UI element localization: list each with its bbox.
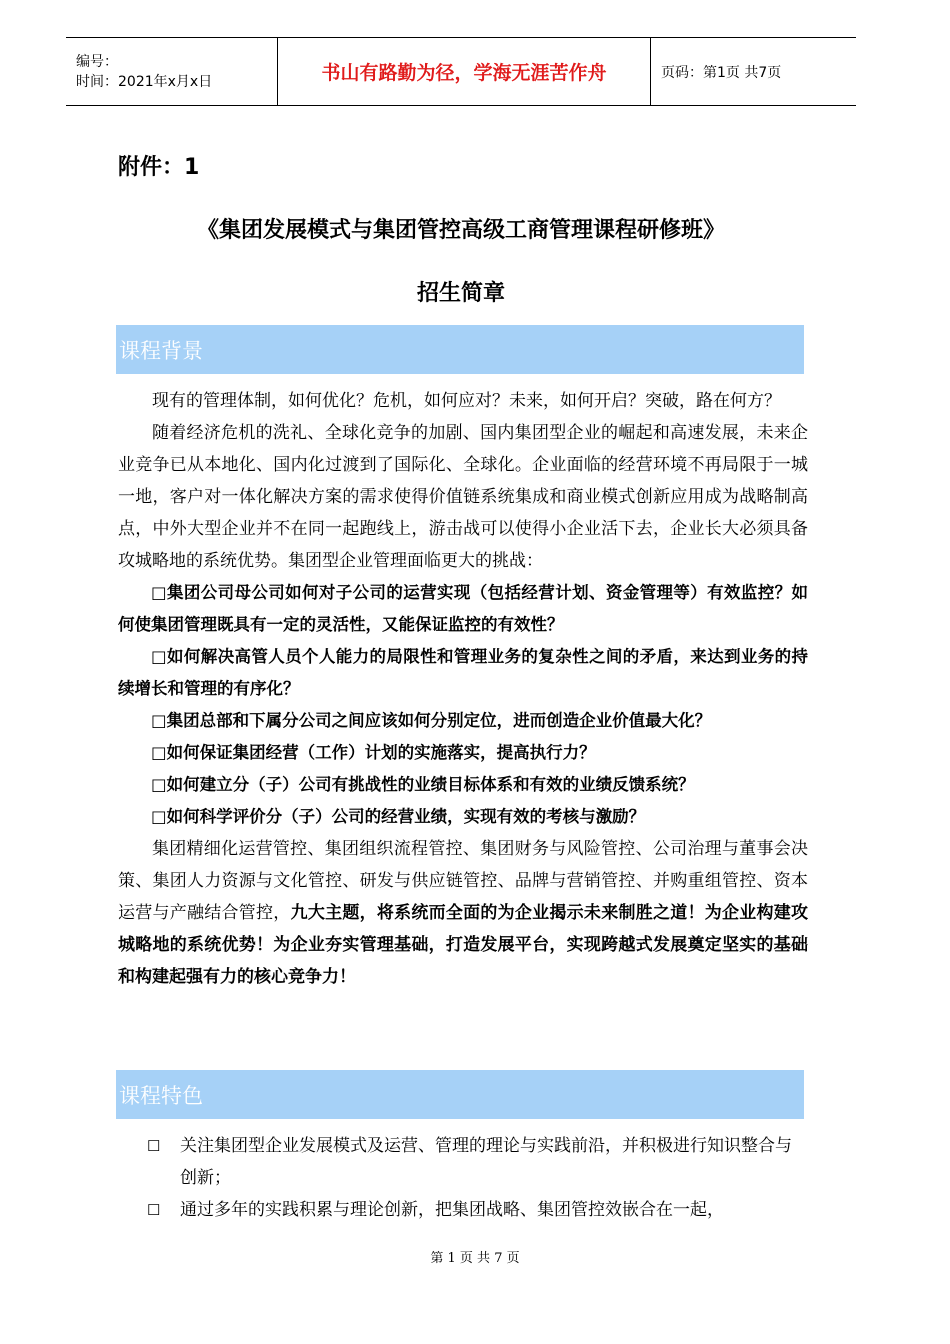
paragraph: 随着经济危机的洗礼、全球化竞争的加剧、国内集团型企业的崛起和高速发展，未来企业竞争已从本地化、国内化过渡到了国际化、全球化。企业面临的经营环境不再局限于一城一地，客户对一体化解决方案的需求使得价值链系统集成和商业模式创新应用成为战略制高点，中外大型企业并不在同一起跑线上，游击战可以使得小企业活下去，企业长大必须具备攻城略地的系统优势。集团型企业管理面临更大的挑战： [118, 423, 808, 571]
page-header [66, 37, 856, 106]
feature-item [147, 1194, 807, 1226]
features-list [147, 1130, 807, 1226]
document-title: 《集团发展模式与集团管控高级工商管理课程研修班》 [196, 218, 725, 243]
header-page-info: 页码：第1页 共7页 [661, 64, 782, 81]
checkbox-icon: ☐ [147, 1137, 161, 1155]
paragraph-bold-text: 九大主题，将系统而全面的为企业揭示未来制胜之道！为企业构建攻城略地的系统优势！为企业夯实管理基础，打造发展平台，实现跨越式发展奠定坚实的基础和构建起强有力的核心竞争力！ [118, 903, 809, 987]
checkbox-icon: ☐ [147, 1201, 161, 1219]
section-background-header: 课程背景 [116, 325, 804, 374]
attachment-label: 附件：1 [118, 155, 200, 180]
paragraph: 现有的管理体制，如何优化？危机，如何应对？未来，如何开启？突破，路在何方？ [152, 391, 781, 411]
question-item: □集团公司母公司如何对子公司的运营实现（包括经营计划、资金管理等）有效监控？如何使集团管理既具有一定的灵活性，又能保证监控的有效性？ [118, 583, 808, 634]
question-item: □集团总部和下属分公司之间应该如何分别定位，进而创造企业价值最大化？ [151, 711, 712, 730]
background-body [118, 385, 808, 993]
header-meta [66, 38, 277, 105]
feature-text: 关注集团型企业发展模式及运营、管理的理论与实践前沿，并积极进行知识整合与创新； [180, 1136, 792, 1188]
question-item: □如何保证集团经营（工作）计划的实施落实，提高执行力？ [151, 743, 596, 762]
question-item: □如何解决高管人员个人能力的局限性和管理业务的复杂性之间的矛盾，来达到业务的持续增长和管理的有序化？ [118, 647, 808, 698]
page-footer: 第 1 页 共 7 页 [430, 1251, 520, 1266]
section-features-header: 课程特色 [116, 1070, 804, 1119]
number-label: 编号： [76, 53, 118, 70]
paragraph [118, 833, 808, 993]
question-item: □如何科学评价分（子）公司的经营业绩，实现有效的考核与激励？ [151, 807, 646, 826]
document-subtitle: 招生简章 [416, 281, 505, 306]
feature-item [147, 1130, 807, 1194]
feature-text: 通过多年的实践积累与理论创新，把集团战略、集团管控效嵌合在一起， [180, 1200, 724, 1220]
paragraph-normal-text: 集团精细化运营管控、集团组织流程管控、集团财务与风险管控、公司治理与董事会决策、集团人力资源与文化管控、研发与供应链管控、品牌与营销管控、并购重组管控、资本运营与产融结合管控， [118, 839, 808, 923]
question-item: □如何建立分（子）公司有挑战性的业绩目标体系和有效的业绩反馈系统？ [151, 775, 695, 794]
header-motto: 书山有路勤为径，学海无涯苦作舟 [277, 38, 651, 105]
time-label: 时间：2021年x月x日 [76, 73, 213, 90]
